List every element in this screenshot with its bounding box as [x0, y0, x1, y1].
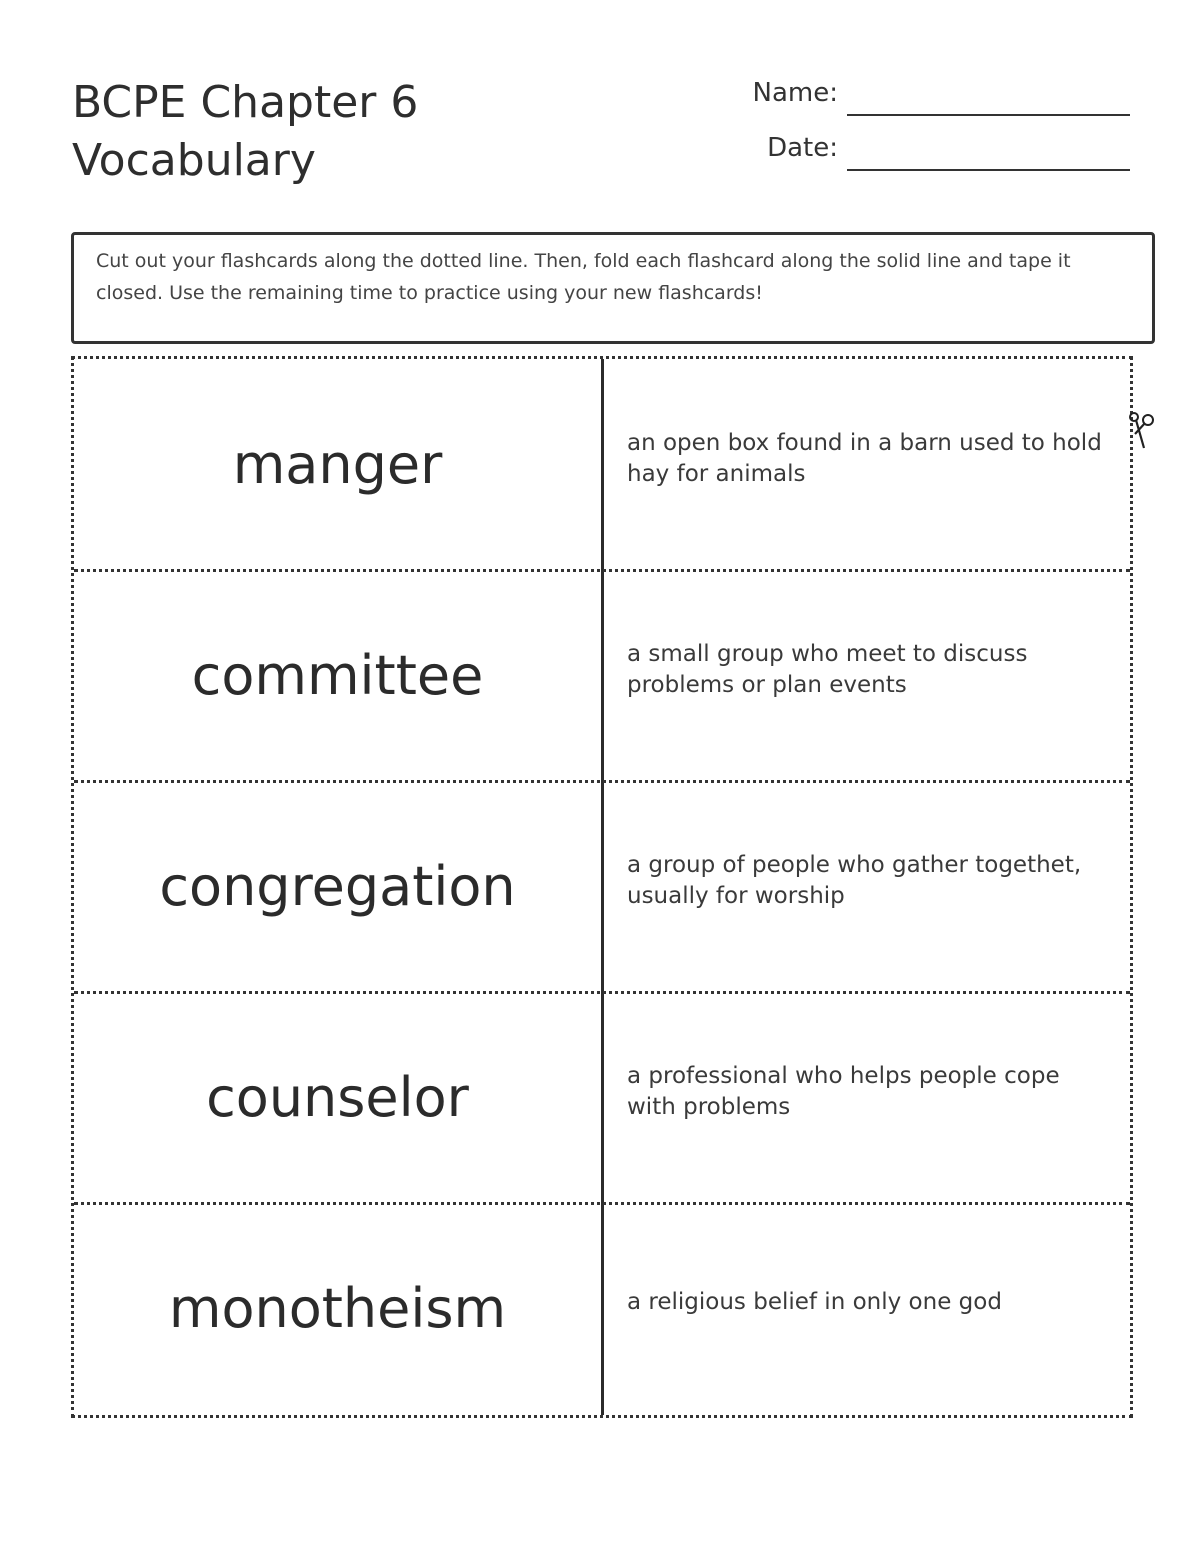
page-title [72, 74, 592, 190]
flashcard-row [74, 781, 1130, 992]
date-label: Date: [767, 133, 838, 163]
definition-text: a small group who meet to discuss problems or plan events [627, 640, 1028, 698]
flashcard-term: manger [232, 433, 443, 496]
date-field[interactable] [700, 131, 1130, 171]
instructions-box [71, 232, 1155, 344]
flashcard-definition [627, 570, 1107, 781]
flashcard-definition [627, 781, 1107, 992]
flashcard-term: congregation [159, 855, 516, 918]
flashcard-sheet [71, 356, 1133, 1418]
flashcard-term: counselor [206, 1066, 469, 1129]
name-label: Name: [752, 78, 838, 108]
definition-text: a group of people who gather togethet, usually for worship [627, 851, 1082, 909]
name-blank-line[interactable] [847, 114, 1130, 116]
definition-text: a professional who helps people cope with problems [627, 1062, 1060, 1120]
date-blank-line[interactable] [847, 169, 1130, 171]
title-line-2: Vocabulary [72, 135, 316, 186]
definition-text: an open box found in a barn used to hold hay for animals [627, 429, 1102, 487]
flashcard-definition [627, 1203, 1107, 1414]
flashcard-term: monotheism [168, 1277, 507, 1340]
scissors-icon [1125, 410, 1159, 454]
instructions-text: Cut out your flashcards along the dotted line. Then, fold each flashcard along the solid line and tape it closed. Use the remaining time to practice using your new flashcards! [96, 250, 1071, 304]
name-field[interactable] [700, 76, 1130, 116]
title-line-1: BCPE Chapter 6 [72, 77, 419, 128]
flashcard-definition [627, 359, 1107, 570]
flashcard-term: committee [191, 644, 484, 707]
flashcard-row [74, 570, 1130, 781]
flashcard-definition [627, 992, 1107, 1203]
definition-text: a religious belief in only one god [627, 1289, 1002, 1315]
flashcard-row [74, 992, 1130, 1203]
flashcard-row [74, 1203, 1130, 1414]
flashcard-row [74, 359, 1130, 570]
